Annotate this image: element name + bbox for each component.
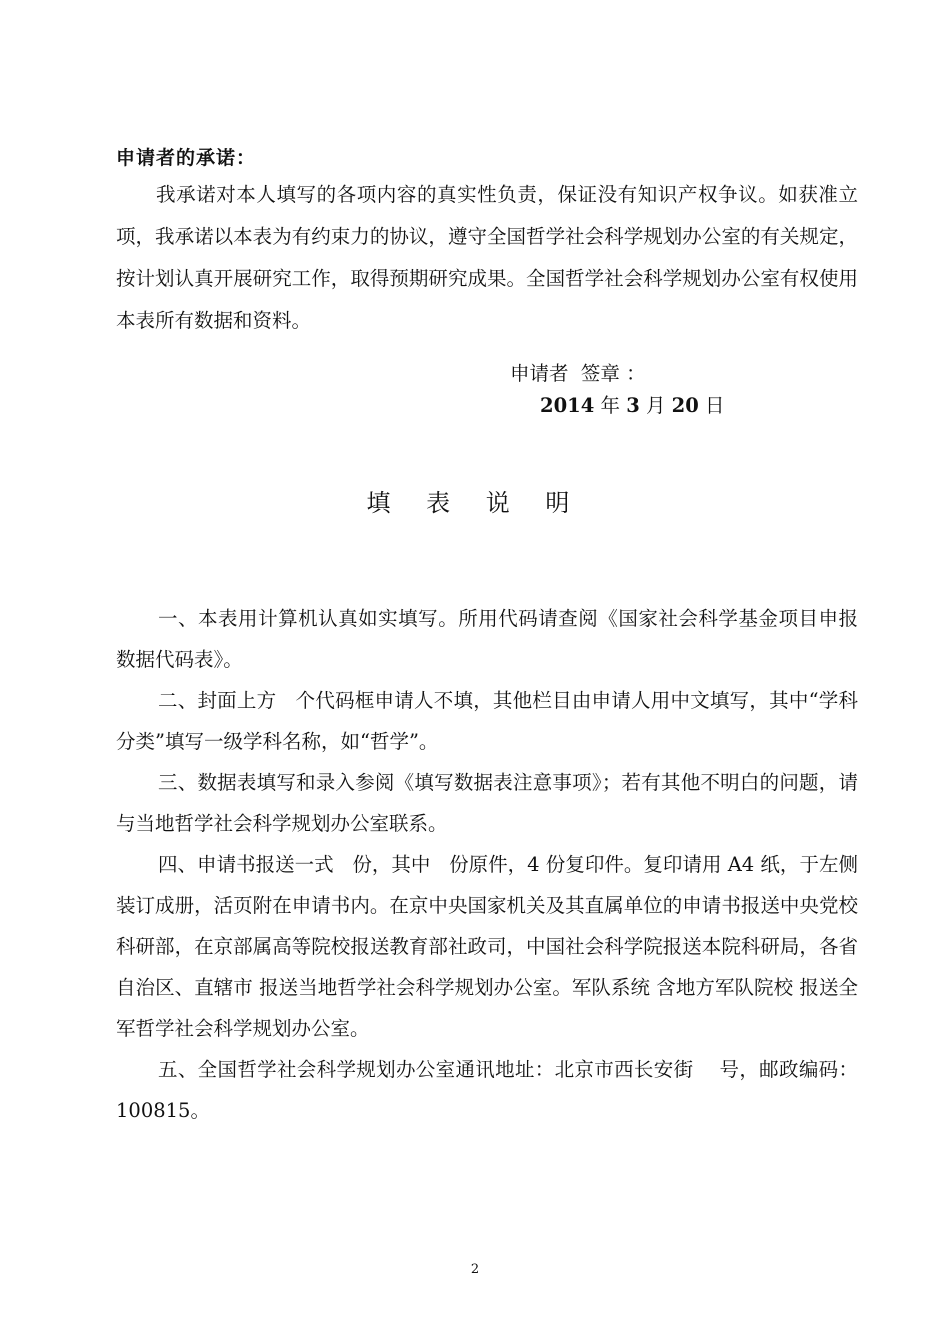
date-day-unit: 日 <box>698 394 725 417</box>
signature-date <box>510 390 725 422</box>
commitment-heading: 申请者的承诺： <box>116 147 257 169</box>
date-day: 20 <box>671 394 699 417</box>
commitment-body: 我承诺对本人填写的各项内容的真实性负责，保证没有知识产权争议。如获准立项，我承诺以本表为有约束力的协议，遵守全国哲学社会科学规划办公室的有关规定，按计划认真开展研究工作，取得预期研究成果。全国哲学社会科学规划办公室有权使用本表所有数据和资料。 <box>116 183 858 332</box>
page-number: 2 <box>470 1262 480 1277</box>
signature-label: 申请者 签章 ： <box>510 362 646 385</box>
instructions-list <box>116 598 865 1131</box>
signature-block <box>510 358 725 422</box>
date-month: 3 <box>626 394 640 417</box>
date-year: 2014 <box>540 394 595 417</box>
instruction-item: 四、申请书报送一式 份，其中 份原件，4 份复印件。复印请用 A4 纸，于左侧装订成册，活页附在申请书内。在京中央国家机关及其直属单位的申请书报送中央党校科研部，在京部属高等院校报送教育部社政司，中国社会科学院报送本院科研局，各省 自治区、直辖市 报送当地哲学社会科学规划办公室。军队系统 含地方军队院校 报送全军哲学社会科学规划办公室。 <box>116 853 865 1040</box>
instructions-title: 填 表 说 明 <box>366 489 584 517</box>
instruction-item: 三、数据表填写和录入参阅《填写数据表注意事项》；若有其他不明白的问题，请与当地哲学社会科学规划办公室联系。 <box>116 771 858 835</box>
instruction-item: 五、全国哲学社会科学规划办公室通讯地址：北京市西长安街 号，邮政编码：100815。 <box>116 1058 858 1122</box>
date-year-unit: 年 <box>594 394 627 417</box>
date-month-unit: 月 <box>639 394 672 417</box>
instruction-item: 二、封面上方 个代码框申请人不填，其他栏目由申请人用中文填写，其中“学科分类”填写一级学科名称，如“哲学”。 <box>116 689 858 753</box>
instruction-item: 一、本表用计算机认真如实填写。所用代码请查阅《国家社会科学基金项目申报数据代码表》。 <box>116 607 858 671</box>
